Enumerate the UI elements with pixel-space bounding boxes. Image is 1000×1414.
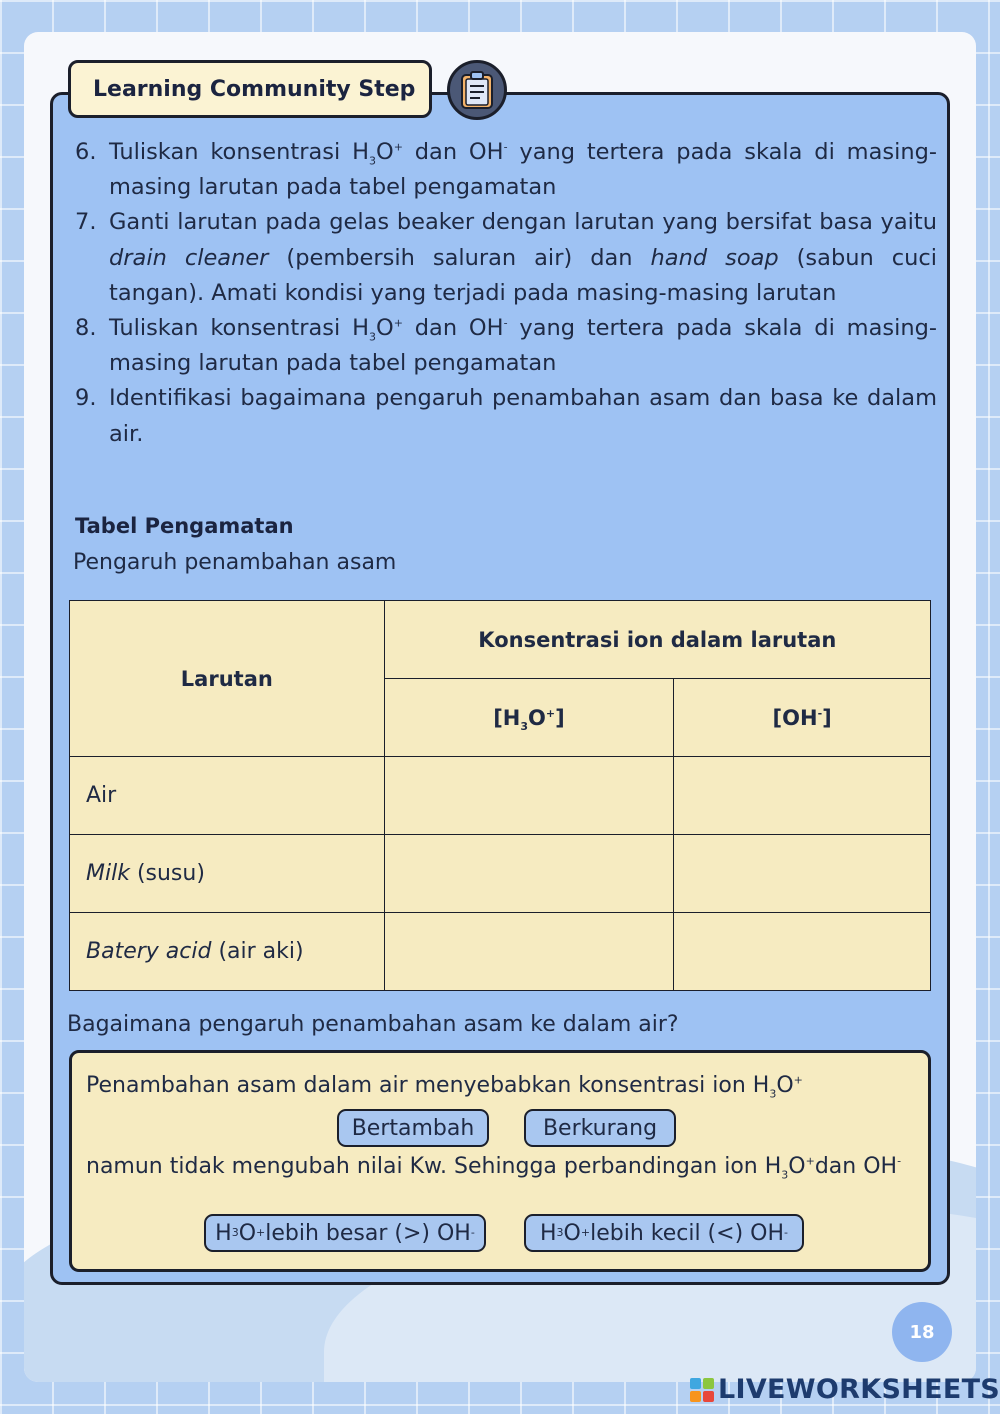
list-item (75, 381, 937, 451)
question-text: Bagaimana pengaruh penambahan asam ke dalam air? (67, 1012, 679, 1037)
table-row (70, 913, 931, 991)
row-label: Batery acid (air aki) (70, 913, 385, 991)
step-text: Identifikasi bagaimana pengaruh penambahan asam dan basa ke dalam air. (109, 385, 937, 447)
section-header (68, 60, 432, 118)
choice-lebih-kecil-button[interactable]: H 3 O + lebih kecil (<) OH - (524, 1214, 804, 1252)
list-item (75, 135, 937, 205)
list-item (75, 311, 937, 381)
table-section-title: Tabel Pengamatan (75, 514, 294, 538)
header-konsentrasi: Konsentrasi ion dalam larutan (384, 601, 930, 679)
answer-box (69, 1050, 931, 1272)
choice-berkurang-button[interactable]: Berkurang (524, 1109, 676, 1147)
step-text: Ganti larutan pada gelas beaker dengan larutan yang bersifat basa yaitu drain cleaner (pembersih saluran air) dan hand soap (sabun cuci tangan). Amati kondisi yang terjadi pada masing-masing larutan (109, 209, 937, 306)
choice-lebih-besar-button[interactable]: H 3 O + lebih besar (>) OH - (204, 1214, 486, 1252)
step-text: Tuliskan konsentrasi $H_3O^+$ dan OH- yang tertera pada skala di masing-masing larutan pada tabel pengamatan (109, 315, 937, 377)
step-number: 9. (75, 385, 97, 412)
step-number: 8. (75, 315, 97, 342)
row-label: Milk (susu) (70, 835, 385, 913)
step-number: 6. (75, 139, 97, 165)
table-section-subtitle: Pengaruh penambahan asam (73, 550, 397, 575)
row-label: Air (70, 757, 385, 835)
answer-statement-1: Penambahan asam dalam air menyebabkan konsentrasi ion $H_3O^+$ (86, 1073, 803, 1101)
h3o-answer-cell[interactable] (384, 835, 674, 913)
step-text: Tuliskan konsentrasi $H_3O^+$ dan OH- yang tertera pada skala di masing-masing larutan pada tabel pengamatan (109, 139, 937, 201)
table-row (70, 835, 931, 913)
h3o-answer-cell[interactable] (384, 913, 674, 991)
choice-bertambah-button[interactable]: Bertambah (337, 1109, 489, 1147)
answer-statement-2: namun tidak mengubah nilai Kw. Sehingga perbandingan ion $H_3O^+dan$ OH- (86, 1154, 902, 1182)
clipboard-icon (447, 60, 507, 120)
section-header-title: Learning Community Step (93, 76, 416, 102)
observation-table (69, 600, 931, 991)
instruction-list (75, 135, 937, 452)
h3o-answer-cell[interactable] (384, 757, 674, 835)
liveworksheets-logo[interactable] (690, 1374, 1000, 1405)
liveworksheets-mark-icon (690, 1378, 714, 1402)
oh-answer-cell[interactable] (674, 757, 931, 835)
liveworksheets-wordmark: LIVEWORKSHEETS (718, 1374, 1000, 1405)
page-number-badge: 18 (892, 1302, 952, 1362)
table-row (70, 757, 931, 835)
header-h3o: $[H_3O^+]$ (384, 679, 674, 757)
header-oh: [OH-] (674, 679, 931, 757)
header-larutan: Larutan (70, 601, 385, 757)
step-number: 7. (75, 209, 97, 236)
oh-answer-cell[interactable] (674, 835, 931, 913)
list-item (75, 205, 937, 311)
oh-answer-cell[interactable] (674, 913, 931, 991)
